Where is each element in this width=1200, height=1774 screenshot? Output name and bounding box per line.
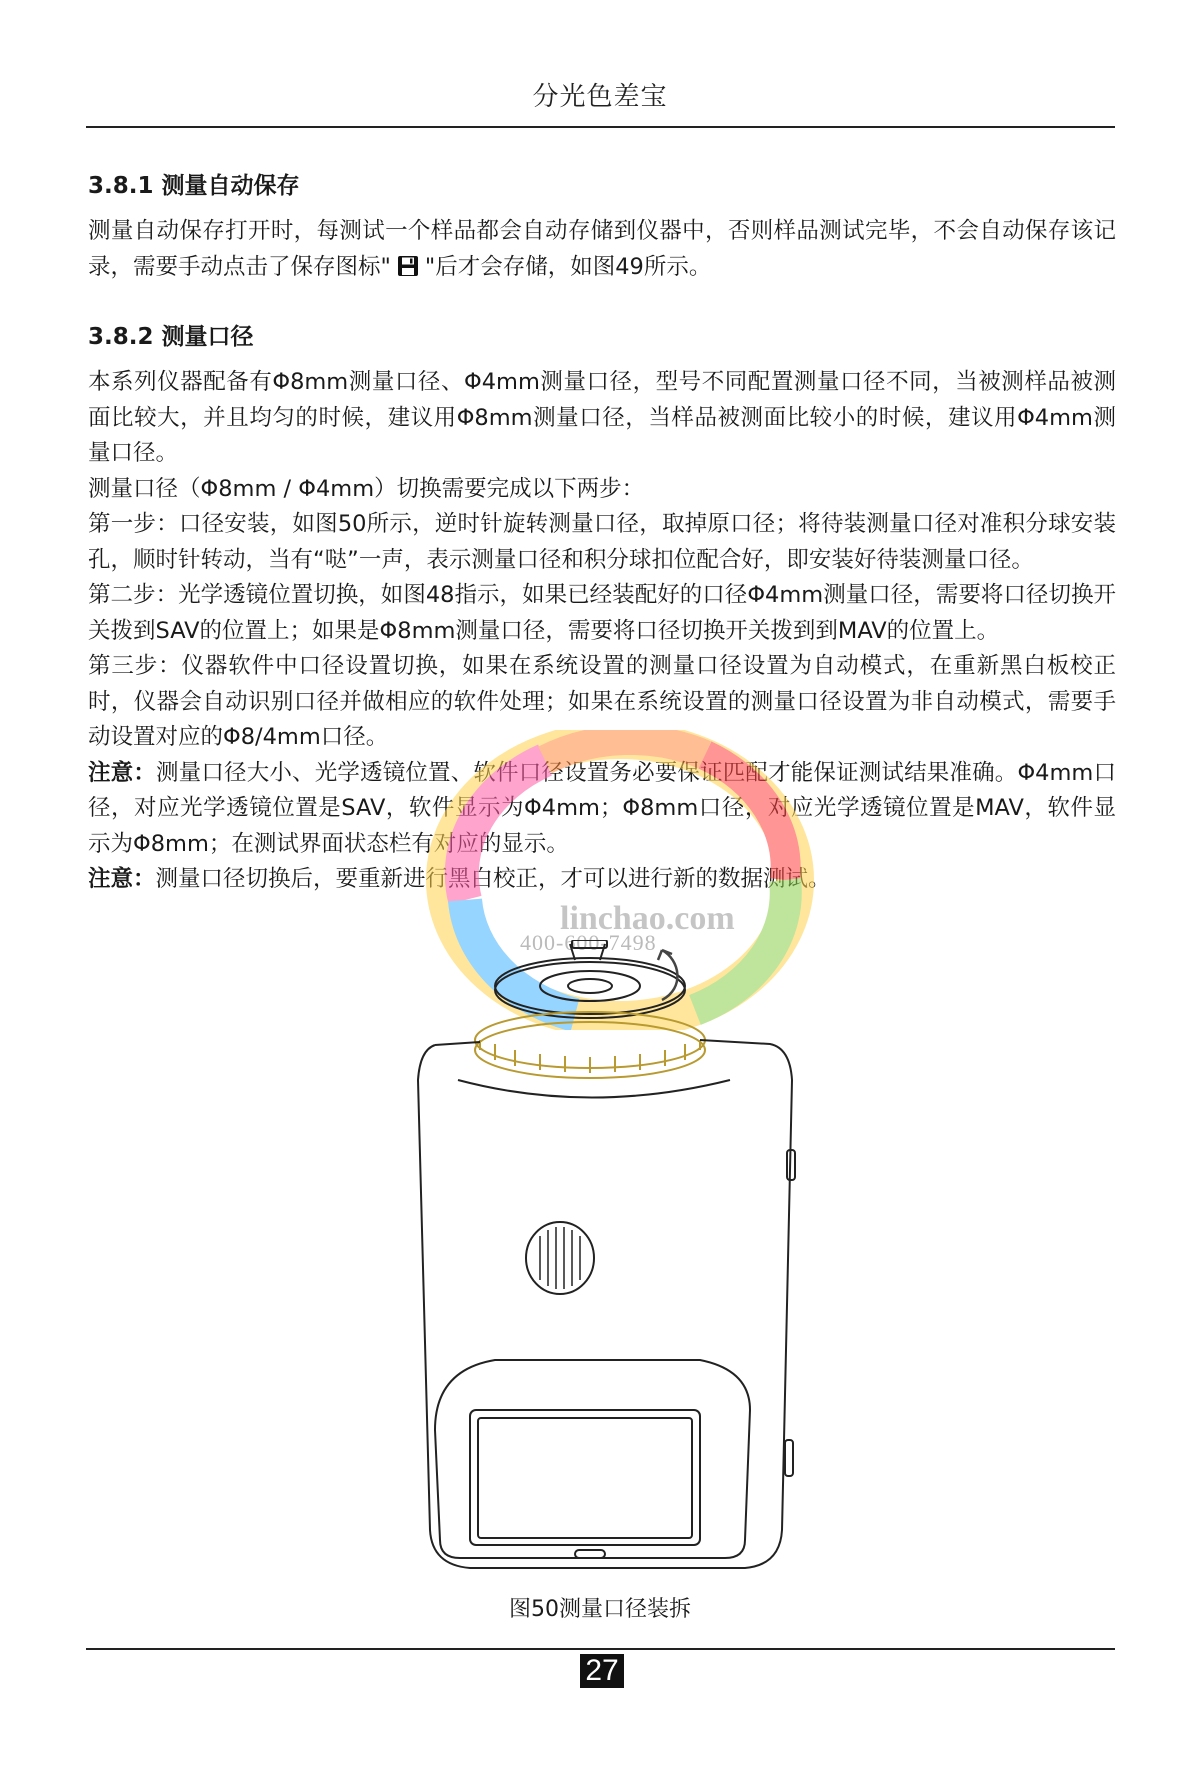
aperture-step-3: 第三步：仪器软件中口径设置切换，如果在系统设置的测量口径设置为自动模式，在重新黑白板校正时，仪器会自动识别口径并做相应的软件处理；如果在系统设置的测量口径设置为非自动模式，需要手动设置对应的Φ8/4mm口径。 <box>88 653 1116 750</box>
note-text: 测量口径大小、光学透镜位置、软件口径设置务必要保证匹配才能保证测试结果准确。Φ4mm口径，对应光学透镜位置是SAV，软件显示为Φ4mm；Φ8mm口径，对应光学透镜位置是MAV，软件显示为Φ8mm；在测试界面状态栏有对应的显示。 <box>88 759 1116 857</box>
note-label: 注意： <box>88 759 157 786</box>
auto-save-text-2: "后才会存储，如图49所示。 <box>424 253 712 280</box>
figure-caption: 图50测量口径装拆 <box>509 1597 691 1622</box>
watermark-phone: 400-600-7498 <box>520 930 657 955</box>
auto-save-paragraph <box>88 214 1116 285</box>
footer-rule <box>86 1648 1115 1650</box>
save-icon <box>397 255 419 277</box>
aperture-paragraph-2: 测量口径（Φ8mm / Φ4mm）切换需要完成以下两步： <box>88 475 645 502</box>
aperture-step-1: 第一步：口径安装，如图50所示，逆时针旋转测量口径，取掉原口径；将待装测量口径对准积分球安装孔，顺时针转动，当有“哒”一声，表示测量口径和积分球扣位配合好，即安装好待装测量口径。 <box>88 511 1116 573</box>
aperture-paragraph-1: 本系列仪器配备有Φ8mm测量口径、Φ4mm测量口径，型号不同配置测量口径不同，当被测样品被测面比较大，并且均匀的时候，建议用Φ8mm测量口径，当样品被测面比较小的时候，建议用Φ4mm测量口径。 <box>88 369 1116 466</box>
watermark-site: linchao.com <box>560 900 735 937</box>
device-illustration <box>400 940 820 1580</box>
rotate-arrow-icon <box>658 950 677 1000</box>
section-heading-aperture: 3.8.2 测量口径 <box>88 324 254 350</box>
aperture-step-2: 第二步：光学透镜位置切换，如图48指示，如果已经装配好的口径Φ4mm测量口径，需要将口径切换开关拨到SAV的位置上；如果是Φ8mm测量口径，需要将口径切换开关拨到到MAV的位置上。 <box>88 582 1116 644</box>
page-number: 27 <box>580 1654 624 1688</box>
section-heading-auto-save: 3.8.1 测量自动保存 <box>88 173 300 199</box>
auto-save-text-1: 测量自动保存打开时，每测试一个样品都会自动存储到仪器中，否则样品测试完毕，不会自动保存该记录，需要手动点击了保存图标" <box>88 218 1116 280</box>
header-title: 分光色差宝 <box>532 82 668 112</box>
header-rule <box>86 126 1115 128</box>
note-text: 测量口径切换后，要重新进行黑白校正，才可以进行新的数据测试。 <box>155 866 831 892</box>
note-label: 注意： <box>88 866 156 892</box>
